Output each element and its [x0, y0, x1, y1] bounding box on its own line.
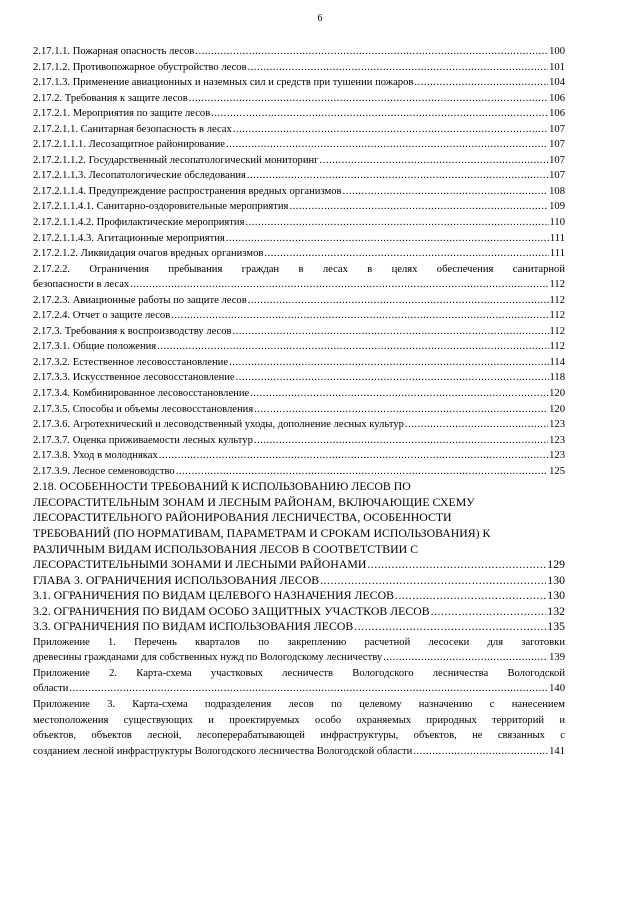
toc-entry-title: 3.2. ОГРАНИЧЕНИЯ ПО ВИДАМ ОСОБО ЗАЩИТНЫХ УЧАСТКОВ ЛЕСОВ	[33, 603, 430, 618]
dot-leader	[229, 355, 548, 371]
toc-entry-multiline	[33, 262, 565, 293]
toc-entry-page: 135	[547, 619, 565, 634]
toc-entry-page: 107	[549, 154, 565, 166]
toc-entry-title-line: местоположения существующих и проектируемых особо охраняемых природных территорий и	[33, 714, 565, 726]
toc-entry-page: 114	[549, 356, 565, 368]
toc-entry-multiline	[33, 666, 565, 697]
toc-entry-page: 129	[547, 557, 565, 572]
toc-entry-last-line	[33, 650, 565, 666]
dot-leader	[236, 370, 549, 386]
toc-entry-page: 123	[549, 419, 565, 431]
toc-entry-page: 140	[549, 683, 565, 695]
toc-entry-title: 2.17.3. Требования к воспроизводству лесов	[33, 325, 232, 337]
toc-entry-title-line: безопасности в лесах	[33, 279, 130, 291]
toc-entry-page: 112	[549, 279, 565, 291]
toc-entry-last-line	[33, 557, 565, 573]
toc-entry-title-line: ЛЕСОРАСТИТЕЛЬНОГО РАЙОНИРОВАНИЯ ЛЕСНИЧЕСТВА, ОСОБЕННОСТИ	[33, 510, 452, 525]
toc-entry-title-line: Приложение 3. Карта-схема подразделения лесов по целевому назначению с нанесением	[33, 698, 565, 710]
toc-entry-page: 111	[549, 248, 565, 260]
toc-entry-page: 112	[549, 341, 565, 353]
dot-leader	[159, 448, 548, 464]
toc-entry-title-line: Приложение 1. Перечень кварталов по закреплению расчетной лесосеки для заготовки	[33, 636, 565, 648]
toc-entry-page: 120	[549, 403, 565, 415]
dot-leader	[354, 619, 546, 635]
toc-entry	[33, 60, 565, 76]
toc-entry	[33, 153, 565, 169]
toc-entry	[33, 199, 565, 215]
toc-entry	[33, 604, 565, 620]
toc-entry-page: 112	[549, 310, 565, 322]
table-of-contents	[33, 44, 565, 759]
toc-entry-title: 2.17.2.1.2. Ликвидация очагов вредных организмов	[33, 248, 264, 260]
dot-leader	[211, 106, 548, 122]
toc-entry	[33, 324, 565, 340]
dot-leader	[130, 277, 548, 293]
toc-entry	[33, 168, 565, 184]
dot-leader	[69, 681, 548, 697]
toc-entry-page: 109	[549, 201, 565, 213]
toc-entry	[33, 433, 565, 449]
toc-entry-title-line: ЛЕСОРАСТИТЕЛЬНЫМИ ЗОНАМИ И ЛЕСНЫМИ РАЙОНАМИ	[33, 557, 367, 572]
toc-entry	[33, 417, 565, 433]
toc-entry-page: 107	[549, 123, 565, 135]
toc-entry	[33, 619, 565, 635]
toc-entry-title: 2.17.2.1.1. Санитарная безопасность в лесах	[33, 123, 232, 135]
toc-entry-multiline	[33, 697, 565, 759]
dot-leader	[195, 44, 548, 60]
toc-entry-title-line: ТРЕБОВАНИЙ (ПО НОРМАТИВАМ, ПАРАМЕТРАМ И СРОКАМ ИСПОЛЬЗОВАНИЯ) К	[33, 525, 491, 540]
toc-entry-title-line: созданием лесной инфраструктуры Вологодского лесничества Вологодской области	[33, 745, 413, 757]
toc-entry-title: 2.17.2.4. Отчет о защите лесов	[33, 310, 171, 322]
dot-leader	[414, 75, 548, 91]
dot-leader	[431, 604, 547, 620]
toc-entry-last-line	[33, 277, 565, 293]
toc-entry	[33, 588, 565, 604]
toc-entry	[33, 122, 565, 138]
toc-entry-title-line: области	[33, 683, 69, 695]
toc-entry-title: 2.17.3.9. Лесное семеноводство	[33, 465, 175, 477]
toc-entry	[33, 215, 565, 231]
toc-entry-page: 106	[549, 92, 565, 104]
toc-entry	[33, 106, 565, 122]
toc-entry-title: 2.17.3.4. Комбинированное лесовосстановление	[33, 388, 250, 400]
dot-leader	[245, 215, 548, 231]
toc-entry	[33, 464, 565, 480]
toc-entry-title: 2.17.2.1.1.3. Лесопатологические обследования	[33, 170, 246, 182]
toc-entry-title-line: ЛЕСОРАСТИТЕЛЬНЫМ ЗОНАМ И ЛЕСНЫМ РАЙОНАМ, ВКЛЮЧАЮЩИЕ СХЕМУ	[33, 494, 475, 509]
toc-entry	[33, 137, 565, 153]
dot-leader	[343, 184, 549, 200]
toc-entry-title-line: древесины гражданами для собственных нужд по Вологодскому лесничеству	[33, 652, 383, 664]
toc-entry-last-line	[33, 681, 565, 697]
toc-entry-multiline	[33, 635, 565, 666]
dot-leader	[320, 573, 546, 589]
toc-entry-page: 120	[549, 388, 565, 400]
toc-entry-page: 107	[549, 170, 565, 182]
toc-entry-title: 2.17.2.1. Мероприятия по защите лесов	[33, 108, 211, 120]
toc-entry-title: 2.17.2.1.1.4. Предупреждение распространения вредных организмов	[33, 185, 342, 197]
toc-entry-title: 2.17.3.6. Агротехнический и лесоводственный уходы, дополнение лесных культур	[33, 419, 404, 431]
toc-entry-title: 2.17.2.1.1.2. Государственный лесопатологический мониторинг	[33, 154, 319, 166]
dot-leader	[248, 293, 549, 309]
toc-entry-title: 3.3. ОГРАНИЧЕНИЯ ПО ВИДАМ ИСПОЛЬЗОВАНИЯ ЛЕСОВ	[33, 619, 354, 634]
toc-entry-page: 112	[549, 294, 565, 306]
toc-entry-page: 106	[549, 108, 565, 120]
toc-entry-page: 132	[547, 603, 565, 618]
toc-entry	[33, 184, 565, 200]
dot-leader	[405, 417, 548, 433]
dot-leader	[383, 650, 548, 666]
toc-entry	[33, 355, 565, 371]
toc-entry	[33, 402, 565, 418]
toc-entry-page: 107	[549, 139, 565, 151]
toc-entry	[33, 370, 565, 386]
toc-entry-page: 130	[547, 588, 565, 603]
toc-entry-page: 125	[549, 465, 565, 477]
toc-entry	[33, 75, 565, 91]
toc-entry-title-line: объектов, объектов лесной, лесоперерабатывающей инфраструктуры, объектов, не связанных с	[33, 730, 565, 742]
toc-entry-multiline	[33, 479, 565, 572]
dot-leader	[176, 464, 548, 480]
toc-entry-title: 2.17.2.1.1.4.3. Агитационные мероприятия	[33, 232, 225, 244]
toc-entry	[33, 339, 565, 355]
toc-entry	[33, 246, 565, 262]
dot-leader	[264, 246, 549, 262]
toc-entry-title-line: Приложение 2. Карта-схема участковых лесничеств Вологодского лесничества Вологодской	[33, 667, 565, 679]
toc-entry	[33, 448, 565, 464]
toc-entry	[33, 573, 565, 589]
toc-entry-page: 104	[549, 77, 565, 89]
toc-entry-title: 2.17.3.3. Искусственное лесовосстановление	[33, 372, 235, 384]
toc-entry-title: 2.17.3.2. Естественное лесовосстановление	[33, 356, 229, 368]
toc-entry-page: 139	[549, 652, 565, 664]
toc-entry	[33, 293, 565, 309]
toc-entry-page: 100	[549, 46, 565, 57]
toc-entry-title: 2.17.2.1.1.4.1. Санитарно-оздоровительные мероприятия	[33, 201, 289, 213]
dot-leader	[171, 308, 548, 324]
toc-entry-page: 130	[547, 572, 565, 587]
dot-leader	[320, 153, 549, 169]
dot-leader	[254, 402, 548, 418]
toc-entry-page: 141	[549, 745, 565, 757]
toc-entry-last-line	[33, 744, 565, 760]
dot-leader	[254, 433, 548, 449]
page-number: 6	[317, 13, 323, 24]
toc-entry	[33, 386, 565, 402]
dot-leader	[367, 557, 546, 573]
toc-entry-title: 2.17.2.1.1.4.2. Профилактические мероприятия	[33, 217, 245, 229]
toc-entry-title: 2.17.3.7. Оценка приживаемости лесных культур	[33, 434, 253, 446]
toc-entry-title: 2.17.1.1. Пожарная опасность лесов	[33, 46, 195, 57]
dot-leader	[250, 386, 548, 402]
toc-entry-page: 111	[549, 232, 565, 244]
dot-leader	[247, 168, 548, 184]
toc-entry-title: 2.17.3.5. Способы и объемы лесовосстановления	[33, 403, 254, 415]
toc-entry-title-line: РАЗЛИЧНЫМ ВИДАМ ИСПОЛЬЗОВАНИЯ ЛЕСОВ В СООТВЕТСТВИИ С	[33, 541, 419, 556]
dot-leader	[189, 91, 548, 107]
toc-entry-page: 110	[549, 217, 565, 229]
dot-leader	[248, 60, 549, 76]
dot-leader	[233, 324, 549, 340]
dot-leader	[157, 339, 548, 355]
toc-entry-title: 3.1. ОГРАНИЧЕНИЯ ПО ВИДАМ ЦЕЛЕВОГО НАЗНАЧЕНИЯ ЛЕСОВ	[33, 588, 394, 603]
toc-entry-title: 2.17.3.1. Общие положения	[33, 341, 157, 353]
dot-leader	[226, 137, 548, 153]
toc-entry	[33, 44, 565, 60]
toc-entry-title: 2.17.1.2. Противопожарное обустройство лесов	[33, 61, 247, 73]
toc-entry-page: 118	[549, 372, 565, 384]
dot-leader	[233, 122, 548, 138]
toc-entry-title-line: 2.17.2.2. Ограничения пребывания граждан в лесах в целях обеспечения санитарной	[33, 263, 565, 275]
toc-entry	[33, 231, 565, 247]
toc-entry-page: 123	[549, 450, 565, 462]
dot-leader	[289, 199, 548, 215]
toc-entry	[33, 308, 565, 324]
toc-entry-title: ГЛАВА 3. ОГРАНИЧЕНИЯ ИСПОЛЬЗОВАНИЯ ЛЕСОВ	[33, 572, 320, 587]
toc-entry-page: 123	[549, 434, 565, 446]
toc-entry-title: 2.17.2. Требования к защите лесов	[33, 92, 188, 104]
toc-entry-page: 101	[549, 61, 565, 73]
toc-entry-title-line: 2.18. ОСОБЕННОСТИ ТРЕБОВАНИЙ К ИСПОЛЬЗОВАНИЮ ЛЕСОВ ПО	[33, 479, 411, 494]
toc-entry	[33, 91, 565, 107]
toc-entry-title: 2.17.3.8. Уход в молодняках	[33, 450, 158, 462]
dot-leader	[395, 588, 546, 604]
dot-leader	[226, 231, 549, 247]
toc-entry-page: 112	[549, 325, 565, 337]
toc-entry-title: 2.17.2.3. Авиационные работы по защите лесов	[33, 294, 247, 306]
toc-entry-title: 2.17.1.3. Применение авиационных и наземных сил и средств при тушении пожаров	[33, 77, 414, 89]
toc-entry-page: 108	[549, 185, 565, 197]
dot-leader	[413, 744, 548, 760]
toc-entry-title: 2.17.2.1.1.1. Лесозащитное районирование	[33, 139, 225, 151]
